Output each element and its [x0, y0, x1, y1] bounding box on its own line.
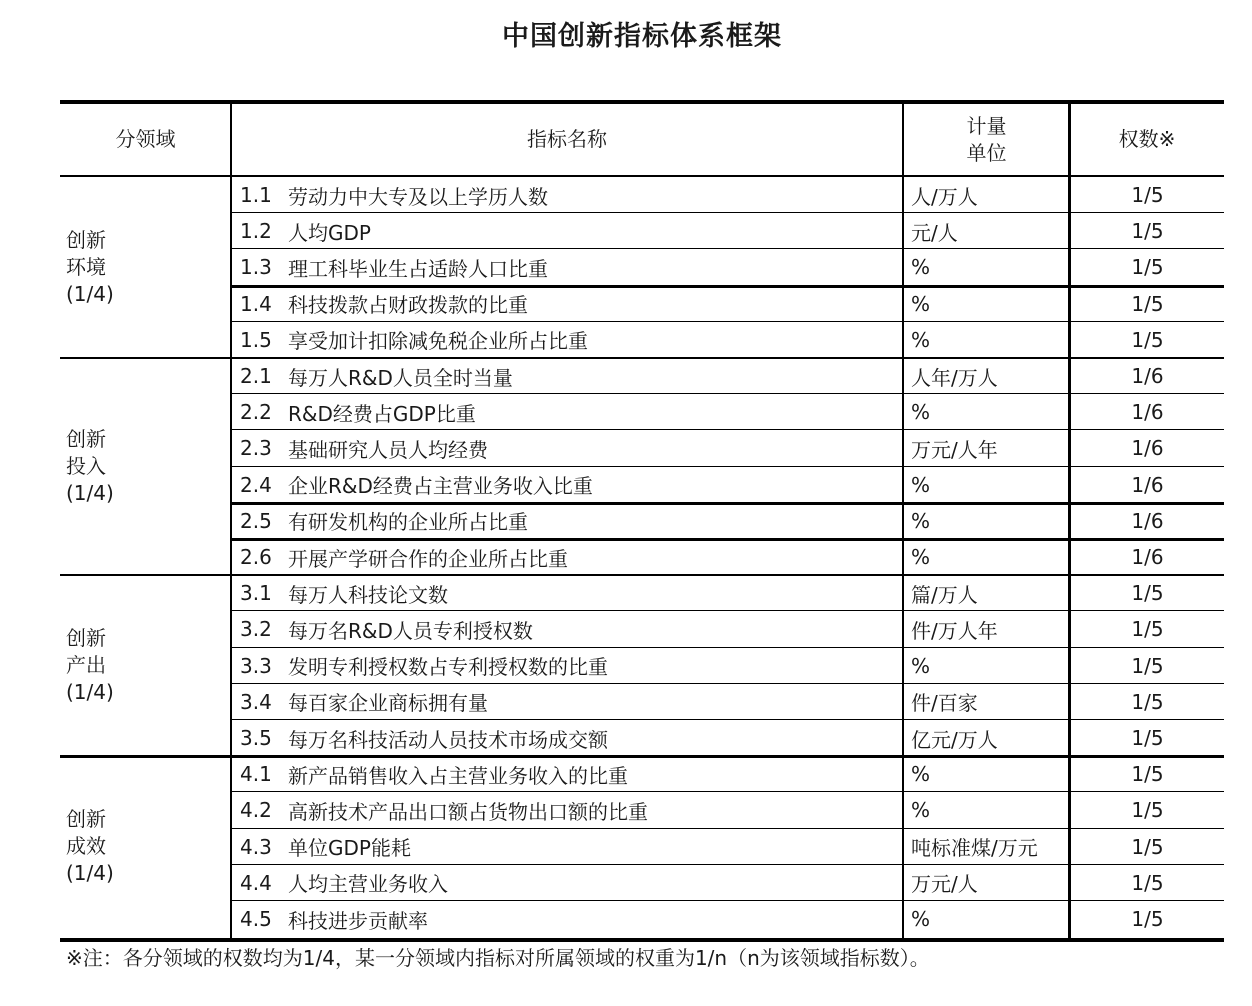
indicator-name: 人均GDP	[288, 220, 371, 245]
indicator-weight: 1/5	[1131, 255, 1164, 280]
indicator-weight: 1/5	[1131, 291, 1164, 316]
indicator-weight: 1/5	[1131, 907, 1164, 931]
domain-label-line: 创新	[66, 427, 106, 452]
indicator-unit: %	[911, 907, 931, 931]
indicator-number: 3.1	[240, 581, 272, 606]
indicator-name: 理工科毕业生占适龄人口比重	[288, 256, 548, 281]
page-title: 中国创新指标体系框架	[502, 21, 782, 52]
indicator-weight: 1/5	[1131, 327, 1164, 352]
domain-label-line: (1/4)	[66, 481, 114, 506]
header-unit	[903, 104, 1070, 175]
indicator-name: 每万名科技活动人员技术市场成交额	[288, 727, 608, 752]
table-row	[231, 539, 1224, 575]
indicator-unit: %	[911, 508, 931, 533]
indicator-name: 发明专利授权数占专利授权数的比重	[288, 655, 608, 680]
indicator-name: 科技进步贡献率	[288, 908, 428, 933]
indicator-unit: 人/万人	[911, 184, 978, 209]
indicator-number: 4.1	[240, 762, 272, 787]
domain-label-line: 产出	[66, 653, 106, 678]
indicator-unit: 元/人	[911, 220, 958, 245]
header-domain: 分领域	[115, 127, 176, 151]
domain-label	[66, 756, 114, 937]
indicator-unit: 篇/万人	[911, 582, 978, 607]
table-row	[231, 286, 1224, 322]
indicator-unit: %	[911, 327, 931, 352]
indicator-weight: 1/5	[1131, 617, 1164, 642]
indicator-name: 每万人科技论文数	[288, 582, 448, 607]
indicator-weight: 1/5	[1131, 581, 1164, 606]
indicator-name: 有研发机构的企业所占比重	[288, 510, 528, 535]
indicator-unit: 亿元/万人	[911, 727, 998, 752]
indicator-number: 2.1	[240, 364, 272, 388]
indicator-weight: 1/6	[1131, 545, 1164, 569]
indicator-table	[60, 100, 1224, 942]
indicator-unit: 人年/万人	[911, 365, 998, 390]
table-row	[231, 901, 1224, 937]
indicator-weight: 1/5	[1131, 726, 1164, 750]
indicator-number: 2.2	[240, 400, 272, 425]
header-unit-line1: 计量	[966, 113, 1007, 138]
indicator-number: 2.5	[240, 508, 272, 533]
indicator-weight: 1/6	[1131, 364, 1164, 388]
indicator-weight: 1/6	[1131, 472, 1164, 497]
table-row	[231, 394, 1224, 430]
indicator-weight: 1/6	[1131, 400, 1164, 425]
table-row	[231, 648, 1224, 684]
indicator-number: 1.4	[240, 291, 272, 316]
indicator-name: 企业R&D经费占主营业务收入比重	[288, 474, 593, 499]
indicator-number: 1.3	[240, 255, 272, 280]
domain-label	[66, 177, 114, 358]
footnote: ※注：各分领域的权数均为1/4，某一分领域内指标对所属领域的权重为1/n（n为该领域指标数）。	[66, 946, 930, 970]
indicator-weight: 1/5	[1131, 653, 1164, 678]
indicator-name: 基础研究人员人均经费	[288, 437, 488, 462]
indicator-name: 每百家企业商标拥有量	[288, 691, 488, 716]
indicator-unit: %	[911, 400, 931, 425]
domain-label-line: 环境	[66, 255, 106, 279]
indicator-number: 2.4	[240, 472, 272, 497]
table-row	[231, 322, 1224, 358]
indicator-number: 4.5	[240, 907, 272, 931]
indicator-name: 劳动力中大专及以上学历人数	[288, 184, 548, 209]
indicator-unit: 件/万人年	[911, 618, 998, 643]
indicator-number: 3.4	[240, 689, 272, 714]
indicator-number: 3.2	[240, 617, 272, 642]
indicator-weight: 1/5	[1131, 870, 1164, 895]
header-name: 指标名称	[527, 127, 607, 151]
header-weight: 权数※	[1118, 127, 1176, 151]
indicator-number: 4.2	[240, 798, 272, 823]
domain-label-line: (1/4)	[66, 282, 114, 306]
indicator-name: 人均主营业务收入	[288, 872, 448, 897]
domain-label-line: 成效	[66, 834, 106, 859]
indicator-unit: %	[911, 798, 931, 823]
indicator-number: 4.3	[240, 834, 272, 859]
table-row	[231, 829, 1224, 865]
indicator-name: 单位GDP能耗	[288, 836, 411, 861]
indicator-unit: %	[911, 291, 931, 316]
indicator-weight: 1/6	[1131, 508, 1164, 533]
table-row	[231, 684, 1224, 720]
domain-label-line: (1/4)	[66, 861, 114, 886]
table-row	[231, 756, 1224, 792]
indicator-unit: %	[911, 762, 931, 787]
indicator-name: R&D经费占GDP比重	[288, 401, 476, 426]
indicator-weight: 1/6	[1131, 436, 1164, 461]
table-row	[231, 358, 1224, 394]
indicator-number: 2.6	[240, 545, 272, 569]
indicator-number: 3.3	[240, 653, 272, 678]
indicator-weight: 1/5	[1131, 798, 1164, 823]
indicator-number: 1.5	[240, 327, 272, 352]
indicator-weight: 1/5	[1131, 689, 1164, 714]
indicator-name: 每万名R&D人员专利授权数	[288, 618, 533, 643]
domain-label-line: 创新	[66, 626, 106, 651]
domain-label	[66, 575, 114, 756]
table-row	[231, 720, 1224, 756]
table-row	[231, 792, 1224, 828]
indicator-weight: 1/5	[1131, 183, 1164, 207]
indicator-number: 1.2	[240, 219, 272, 244]
domain-label-line: 投入	[66, 454, 106, 479]
indicator-name: 高新技术产品出口额占货物出口额的比重	[288, 799, 648, 824]
table-row	[231, 503, 1224, 539]
indicator-unit: 万元/人	[911, 872, 978, 897]
indicator-number: 2.3	[240, 436, 272, 461]
indicator-weight: 1/5	[1131, 834, 1164, 859]
indicator-unit: %	[911, 472, 931, 497]
indicator-weight: 1/5	[1131, 762, 1164, 787]
indicator-number: 1.1	[240, 183, 272, 207]
indicator-unit: 吨标准煤/万元	[911, 836, 1038, 861]
table-row	[231, 575, 1224, 611]
indicator-number: 4.4	[240, 870, 272, 895]
domain-label	[66, 358, 114, 575]
table-row	[231, 249, 1224, 285]
indicator-name: 科技拨款占财政拨款的比重	[288, 293, 528, 318]
indicator-unit: 件/百家	[911, 691, 978, 716]
indicator-number: 3.5	[240, 726, 272, 750]
table-header	[60, 104, 1224, 177]
indicator-unit: %	[911, 255, 931, 280]
indicator-unit: %	[911, 545, 931, 569]
header-unit-line2: 单位	[966, 140, 1007, 165]
table-row	[231, 177, 1224, 213]
table-row	[231, 865, 1224, 901]
indicator-name: 新产品销售收入占主营业务收入的比重	[288, 763, 628, 788]
table-row	[231, 430, 1224, 466]
indicator-name: 享受加计扣除减免税企业所占比重	[288, 329, 588, 354]
indicator-unit: %	[911, 653, 931, 678]
indicator-name: 开展产学研合作的企业所占比重	[288, 546, 568, 571]
domain-label-line: 创新	[66, 228, 106, 252]
domain-label-line: 创新	[66, 807, 106, 832]
indicator-name: 每万人R&D人员全时当量	[288, 365, 513, 390]
indicator-weight: 1/5	[1131, 219, 1164, 244]
table-row	[231, 467, 1224, 503]
table-row	[231, 213, 1224, 249]
table-row	[231, 611, 1224, 647]
domain-label-line: (1/4)	[66, 680, 114, 705]
indicator-unit: 万元/人年	[911, 437, 998, 462]
